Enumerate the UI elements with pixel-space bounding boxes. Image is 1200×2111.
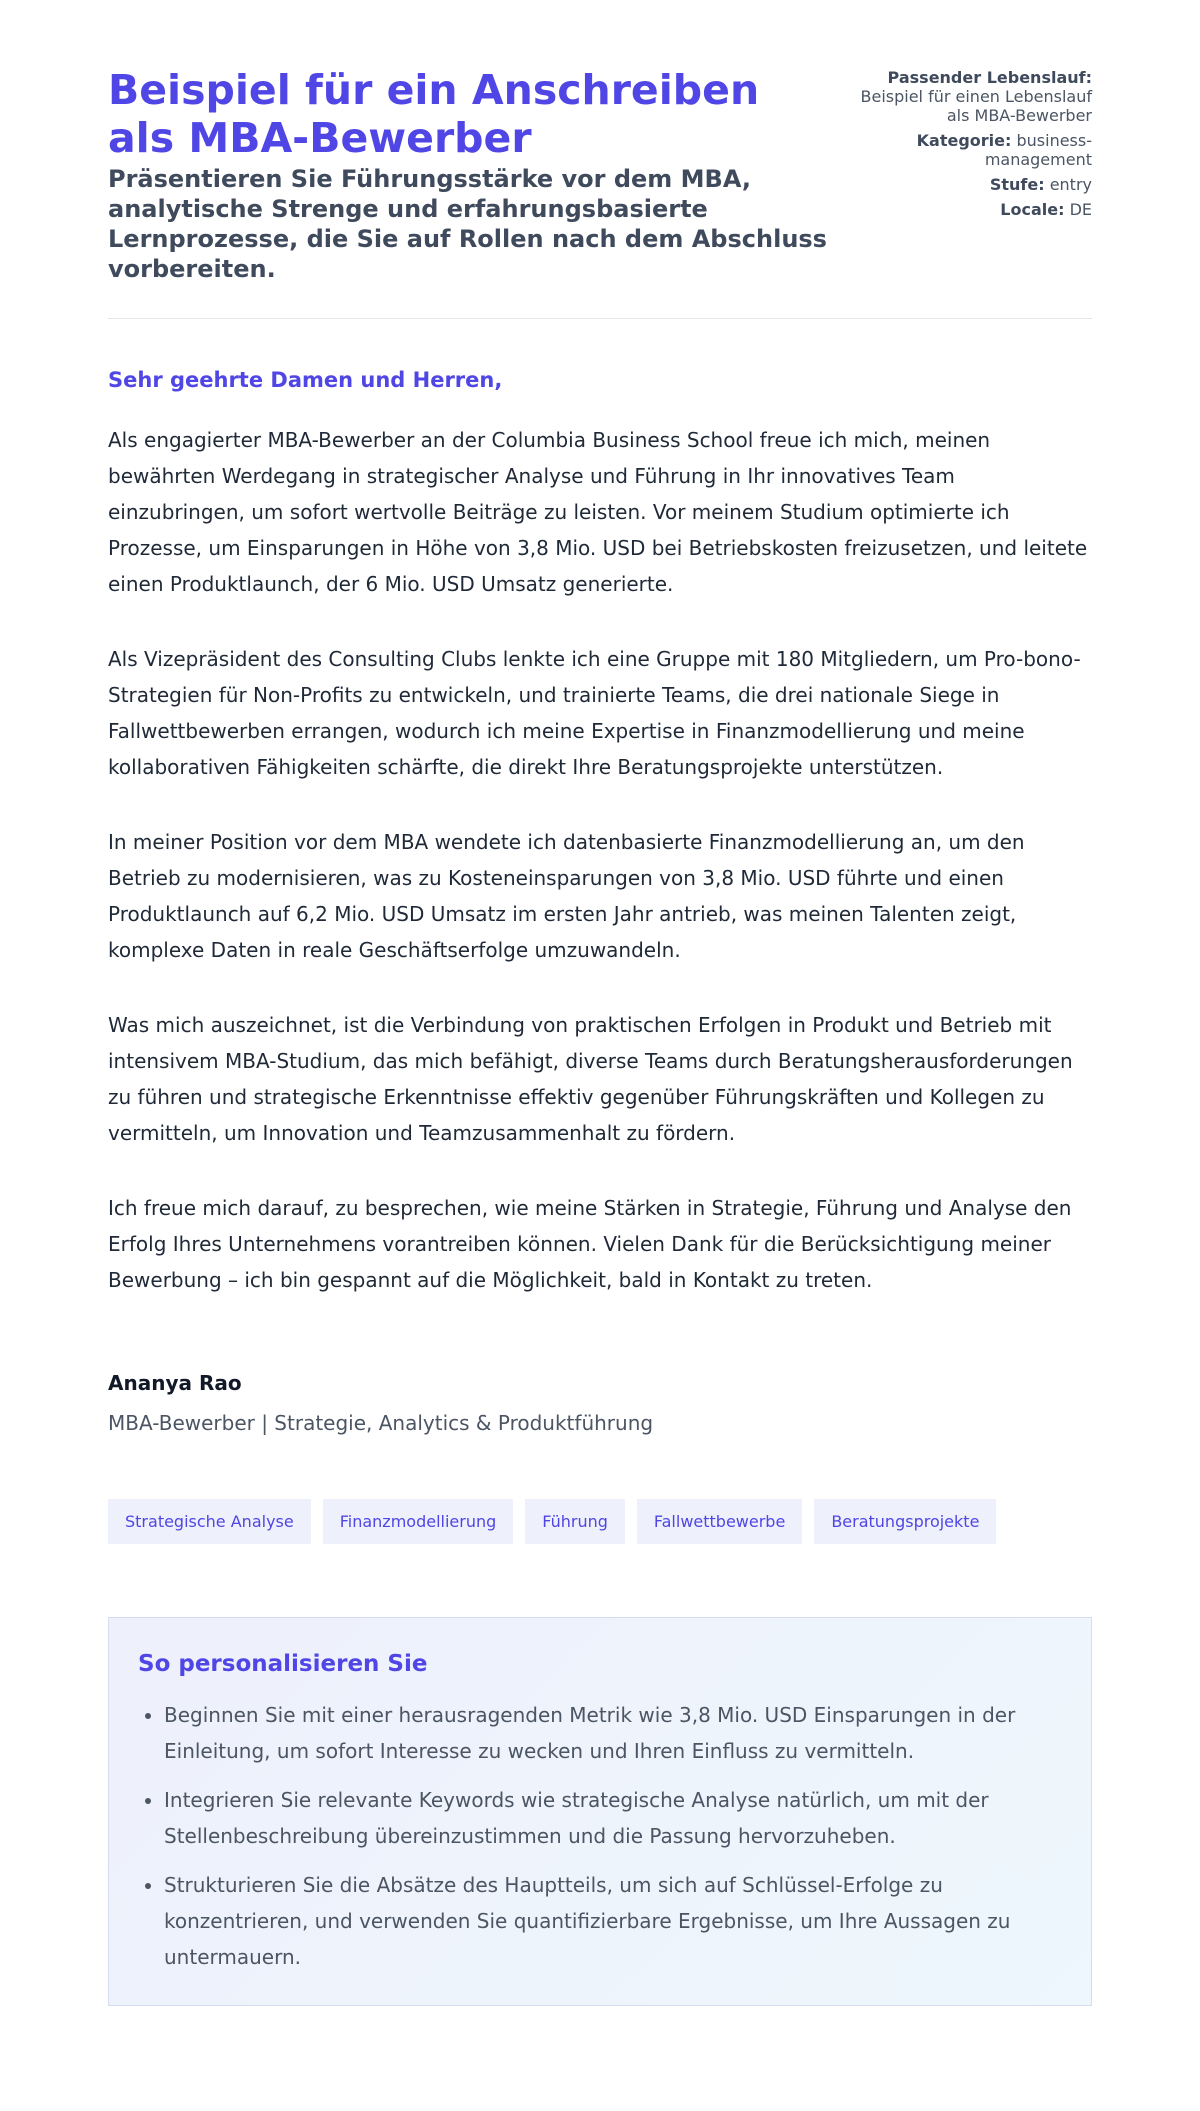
header-title-block [108,66,828,284]
meta-locale-value: DE [1069,200,1092,219]
tip-item: • Integrieren Sie relevante Keywords wie strategische Analyse natürlich, um mit der Stellenbeschreibung übereinzustimmen und die Passung hervorzuheben. [164,1782,1061,1854]
tip-item: • Strukturieren Sie die Absätze des Hauptteils, um sich auf Schlüssel-Erfolge zu konzentrieren, und verwenden Sie quantifizierbare Ergebnisse, um Ihre Aussagen zu untermauern. [164,1867,1061,1975]
meta-level-key: Stufe: [989,175,1045,194]
letter-paragraph: Ich freue mich darauf, zu besprechen, wie meine Stärken in Strategie, Führung und Analyse den Erfolg Ihres Unternehmens vorantreiben können. Vielen Dank für die Berücksichtigung meiner Bewerbung – ich bin gespannt auf die Möglichkeit, bald in Kontakt zu treten. [108,1196,1072,1292]
skill-tag: Strategische Analyse [108,1499,311,1544]
letter-body [108,366,1092,1298]
meta-level [842,175,1092,194]
meta-category [842,131,1092,169]
page-header [108,66,1092,319]
page-subtitle: Präsentieren Sie Führungsstärke vor dem MBA, analytische Strenge und erfahrungsbasierte Lernprozesse, die Sie auf Rollen nach dem Abschluss vorbereiten. [108,165,827,283]
skill-tags [108,1499,1092,1544]
page-title: Beispiel für ein Anschreiben als MBA-Bewerber [108,66,760,162]
tips-list [138,1697,1061,1975]
letter-paragraph: Als engagierter MBA-Bewerber an der Columbia Business School freue ich mich, meinen bewährten Werdegang in strategischer Analyse und Führung in Ihr innovatives Team einzubringen, um sofort wertvolle Beiträge zu leisten. Vor meinem Studium optimierte ich Prozesse, um Einsparungen in Höhe von 3,8 Mio. USD bei Betriebskosten freizusetzen, und leitete einen Produktlaunch, der 6 Mio. USD Umsatz generierte. [108,428,1088,596]
meta-resume-key: Passender Lebenslauf: [887,68,1092,87]
meta-category-value: business-management [984,131,1092,169]
personalization-tips-box [108,1617,1092,2006]
meta-resume [842,68,1092,125]
signature-block [108,1369,1092,1437]
skill-tag: Führung [525,1499,625,1544]
signature-role: MBA-Bewerber | Strategie, Analytics & Produktführung [108,1411,654,1435]
letter-paragraph: Was mich auszeichnet, ist die Verbindung von praktischen Erfolgen in Produkt und Betrieb mit intensivem MBA-Studium, das mich befähigt, diverse Teams durch Beratungsherausforderungen zu führen und strategische Erkenntnisse effektiv gegenüber Führungskräften und Kollegen zu vermitteln, um Innovation und Teamzusammenhalt zu fördern. [108,1013,1073,1145]
tip-item: • Beginnen Sie mit einer herausragenden Metrik wie 3,8 Mio. USD Einsparungen in der Einleitung, um sofort Interesse zu wecken und Ihren Einfluss zu vermitteln. [164,1697,1061,1769]
skill-tag: Finanzmodellierung [323,1499,514,1544]
meta-panel [842,66,1092,225]
skill-tag: Beratungsprojekte [814,1499,996,1544]
salutation: Sehr geehrte Damen und Herren, [108,368,503,392]
meta-level-value: entry [1049,175,1092,194]
letter-paragraph: Als Vizepräsident des Consulting Clubs lenkte ich eine Gruppe mit 180 Mitgliedern, um Pro-bono-Strategien für Non-Profits zu entwickeln, und trainierte Teams, die drei nationale Siege in Fallwettbewerben errangen, wodurch ich meine Expertise in Finanzmodellierung und meine kollaborativen Fähigkeiten schärfte, die direkt Ihre Beratungsprojekte unterstützen. [108,647,1081,779]
letter-paragraph: In meiner Position vor dem MBA wendete ich datenbasierte Finanzmodellierung an, um den Betrieb zu modernisieren, was zu Kosteneinsparungen von 3,8 Mio. USD führte und einen Produktlaunch auf 6,2 Mio. USD Umsatz im ersten Jahr antrieb, was meinen Talenten zeigt, komplexe Daten in reale Geschäftserfolge umzuwandeln. [108,830,1025,962]
meta-locale [842,200,1092,219]
signature-name: Ananya Rao [108,1371,242,1395]
skill-tag: Fallwettbewerbe [637,1499,802,1544]
meta-locale-key: Locale: [1000,200,1065,219]
meta-category-key: Kategorie: [916,131,1012,150]
tips-title: So personalisieren Sie [138,1651,428,1677]
meta-resume-value: Beispiel für einen Lebenslauf als MBA-Bewerber [860,87,1092,125]
